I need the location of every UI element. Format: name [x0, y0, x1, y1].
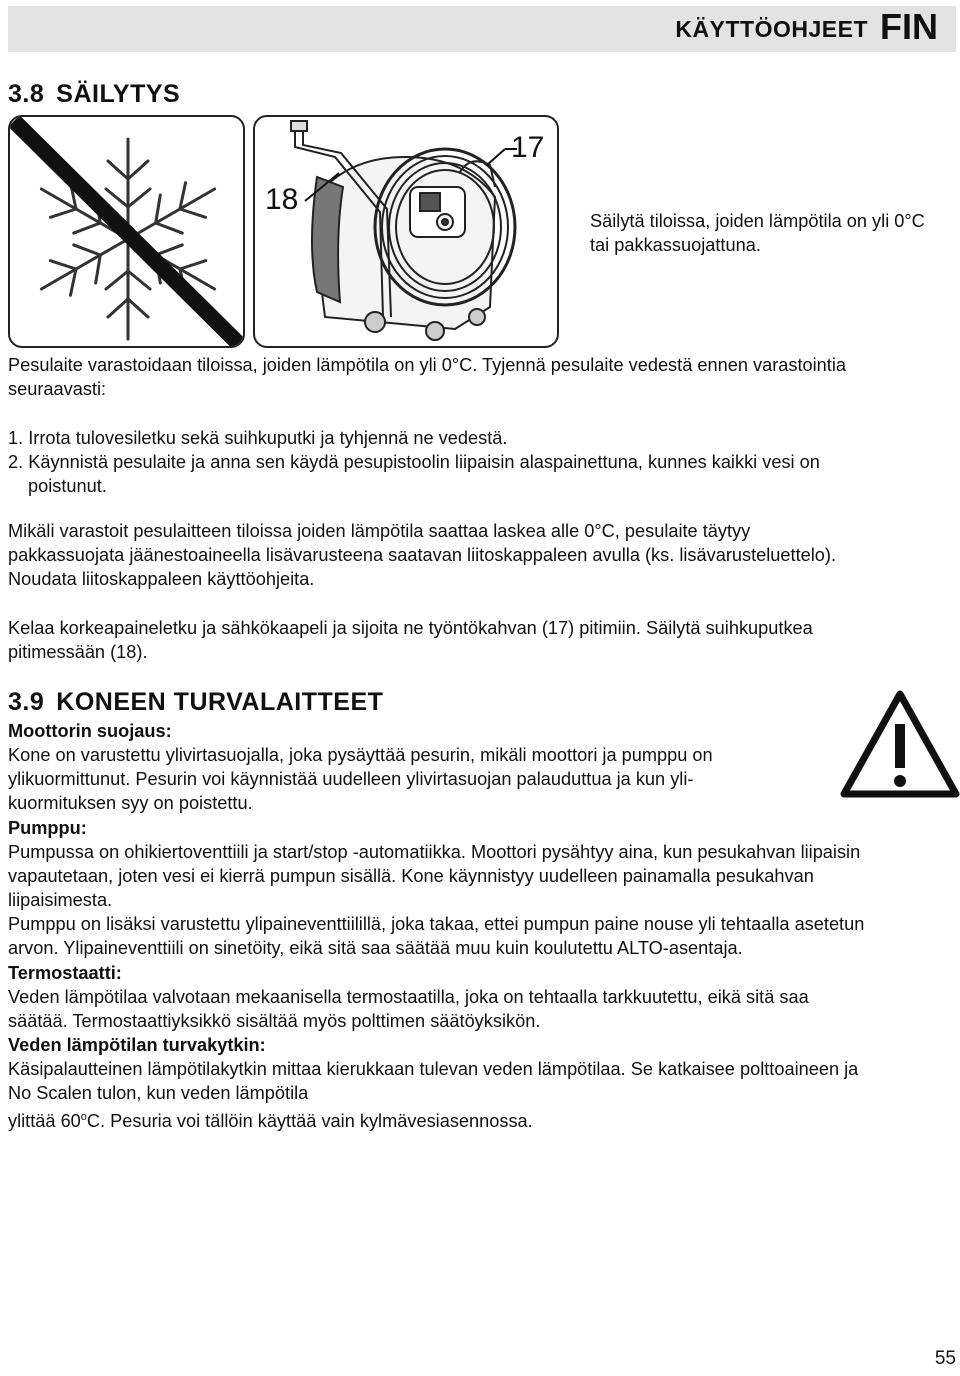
thermostat-section	[8, 961, 948, 1033]
side-note-line-2: tai pakkassuojattuna.	[590, 235, 761, 255]
storage-step-2-line-1: 2. Käynnistä pesulaite ja anna sen käydä pesupistoolin liipaisin alaspainettuna, kunnes kaikki vesi on	[8, 452, 820, 472]
pump-line-1: Pumpussa on ohikiertoventtiili ja start/stop -automatiikka. Moottori pysähtyy aina, kun pesukahvan liipaisin	[8, 842, 861, 862]
warning-triangle-icon	[840, 690, 960, 798]
section-heading-storage	[8, 80, 180, 109]
pump-line-4: Pumppu on lisäksi varustettu ylipaineventtiilillä, joka takaa, ettei pumpun paine nouse yli tehtaalla asetetun	[8, 914, 865, 934]
frost-line-1: Mikäli varastoit pesulaitteen tiloissa joiden lämpötila saattaa laskea alle 0°C, pesulaite täytyy	[8, 521, 751, 541]
section-title: KONEEN TURVALAITTEET	[56, 688, 384, 716]
thermostat-heading: Termostaatti:	[8, 963, 122, 983]
storage-intro-line-1: Pesulaite varastoidaan tiloissa, joiden lämpötila on yli 0°C. Tyjennä pesulaite vedestä ennen varastointia	[8, 355, 847, 375]
storage-side-note	[590, 209, 925, 257]
frost-line-3: Noudata liitoskappaleen käyttöohjeita.	[8, 569, 315, 589]
section-number: 3.8	[8, 80, 45, 108]
frost-line-2: pakkassuojata jäänestoaineella lisävarusteena saatavan liitoskappaleen avulla (ks. lisävarusteluettelo).	[8, 545, 837, 565]
pump-heading: Pumppu:	[8, 818, 87, 838]
pump-section	[8, 816, 948, 960]
callout-18: 18	[265, 183, 299, 216]
section-heading-safety	[8, 688, 383, 717]
section-title: SÄILYTYS	[56, 80, 181, 108]
thermostat-line-2: säätää. Termostaattiyksikkö sisältää myös polttimen säätöyksikön.	[8, 1011, 541, 1031]
header-title: KÄYTTÖOHJEET	[675, 16, 868, 42]
side-note-line-1: Säilytä tiloissa, joiden lämpötila on yli 0°C	[590, 211, 925, 231]
hose-reel-paragraph	[8, 616, 948, 664]
section-number: 3.9	[8, 688, 45, 716]
header-language: FIN	[880, 6, 938, 47]
motor-heading: Moottorin suojaus:	[8, 721, 172, 741]
storage-intro	[8, 353, 948, 401]
motor-line-2: ylikuormittunut. Pesurin voi käynnistää uudelleen ylivirtasuojan palauduttua ja kun yli-	[8, 769, 694, 789]
motor-line-3: kuormituksen syy on poistettu.	[8, 793, 253, 813]
pressure-washer-illustration	[255, 117, 557, 346]
motor-line-1: Kone on varustettu ylivirtasuojalla, joka pysäyttää pesurin, mikäli moottori ja pumppu on	[8, 745, 713, 765]
storage-step-1: 1. Irrota tulovesiletku sekä suihkuputki ja tyhjennä ne vedestä.	[8, 428, 508, 448]
thermostat-line-1: Veden lämpötilaa valvotaan mekaanisella termostaatilla, joka on tehtaalla tarkkuutettu, eikä sitä saa	[8, 987, 809, 1007]
water-temp-line-3: ylittää 60$^o$C. Pesuria voi tällöin käyttää vain kylmävesiasennossa.	[8, 1111, 533, 1132]
pump-line-5: arvon. Ylipaineventtiili on sinetöity, eikä sitä saa säätää muu kuin koulutettu ALTO-asentaja.	[8, 938, 743, 958]
reel-line-2: pitimessään (18).	[8, 642, 148, 662]
pump-line-3: liipaisimesta.	[8, 890, 113, 910]
motor-protection	[8, 719, 808, 815]
pressure-washer-figure	[253, 115, 559, 348]
crossed-snowflake-icon	[10, 117, 243, 346]
storage-step-2-line-2: poistunut.	[28, 476, 107, 496]
frost-protection-paragraph	[8, 519, 948, 591]
callout-17: 17	[511, 131, 545, 164]
storage-step-2	[8, 450, 948, 498]
water-temp-line-2: No Scalen tulon, kun veden lämpötila	[8, 1083, 309, 1103]
storage-intro-line-2: seuraavasti:	[8, 379, 107, 399]
reel-line-1: Kelaa korkeapaineletku ja sähkökaapeli ja sijoita ne työntökahvan (17) pitimiin. Säilytä suihkuputkea	[8, 618, 813, 638]
pump-line-2: vapautetaan, joten vesi ei kierrä pumpun sisällä. Kone käynnistyy uudelleen painamalla pesukahvan	[8, 866, 814, 886]
water-temp-line-1: Käsipalautteinen lämpötilakytkin mittaa kierukkaan tulevan veden lämpötilaa. Se katkaisee polttoaineen ja	[8, 1059, 859, 1079]
water-temp-switch-section	[8, 1033, 948, 1133]
water-temp-heading: Veden lämpötilan turvakytkin:	[8, 1035, 266, 1055]
no-frost-figure	[8, 115, 245, 348]
page-number: 55	[934, 1348, 956, 1369]
